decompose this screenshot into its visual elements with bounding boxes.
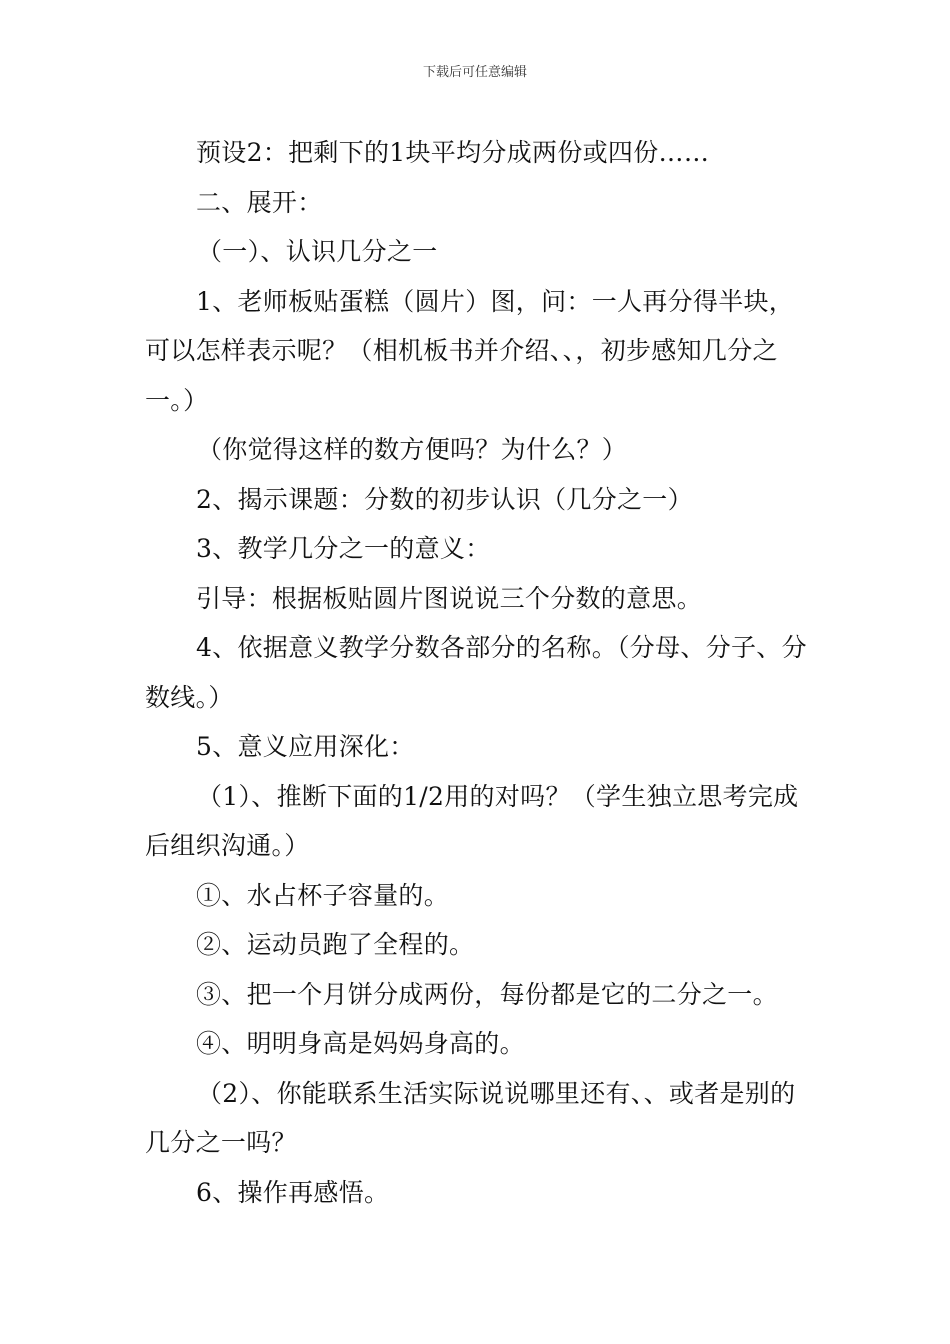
paragraph-step-6: 6、操作再感悟。 [196,1177,390,1207]
section-heading-expand: 二、展开： [196,187,323,217]
paragraph-step-2: 2、揭示课题：分数的初步认识（几分之一） [196,484,693,514]
page-header-note: 下载后可任意编辑 [422,65,527,80]
paragraph-step-5: 5、意义应用深化： [196,732,415,761]
paragraph-preset-2: 预设2：把剩下的1块平均分成两份或四份…… [196,138,710,167]
list-item-circled-4: ④、明明身高是妈妈身高的。 [196,1029,525,1058]
paragraph-question: （你觉得这样的数方便吗？为什么？） [197,435,628,464]
paragraph-step-1: 1、老师板贴蛋糕（圆片）图，问：一人再分得半块，可以怎样表示呢？（相机板书并介绍、、，初步感知几分之一。） [145,286,795,415]
list-item-circled-3: ③、把一个月饼分成两份，每份都是它的二分之一。 [196,979,778,1009]
paragraph-item-1: （1）、推断下面的1/2用的对吗？（学生独立思考完成后组织沟通。） [145,781,799,860]
paragraph-item-2: （2）、你能联系生活实际说说哪里还有、、或者是别的几分之一吗？ [145,1078,796,1157]
list-item-circled-1: ①、水占杯子容量的。 [196,880,450,910]
subsection-heading-1: （一）、认识几分之一 [197,237,438,266]
paragraph-guide: 引导：根据板贴圆片图说说三个分数的意思。 [196,583,703,613]
paragraph-step-3: 3、教学几分之一的意义： [196,534,491,563]
list-item-circled-2: ②、运动员跑了全程的。 [196,930,475,959]
paragraph-step-4: 4、依据意义教学分数各部分的名称。（分母、分子、分数线。） [145,633,807,712]
document-body [145,128,810,1217]
